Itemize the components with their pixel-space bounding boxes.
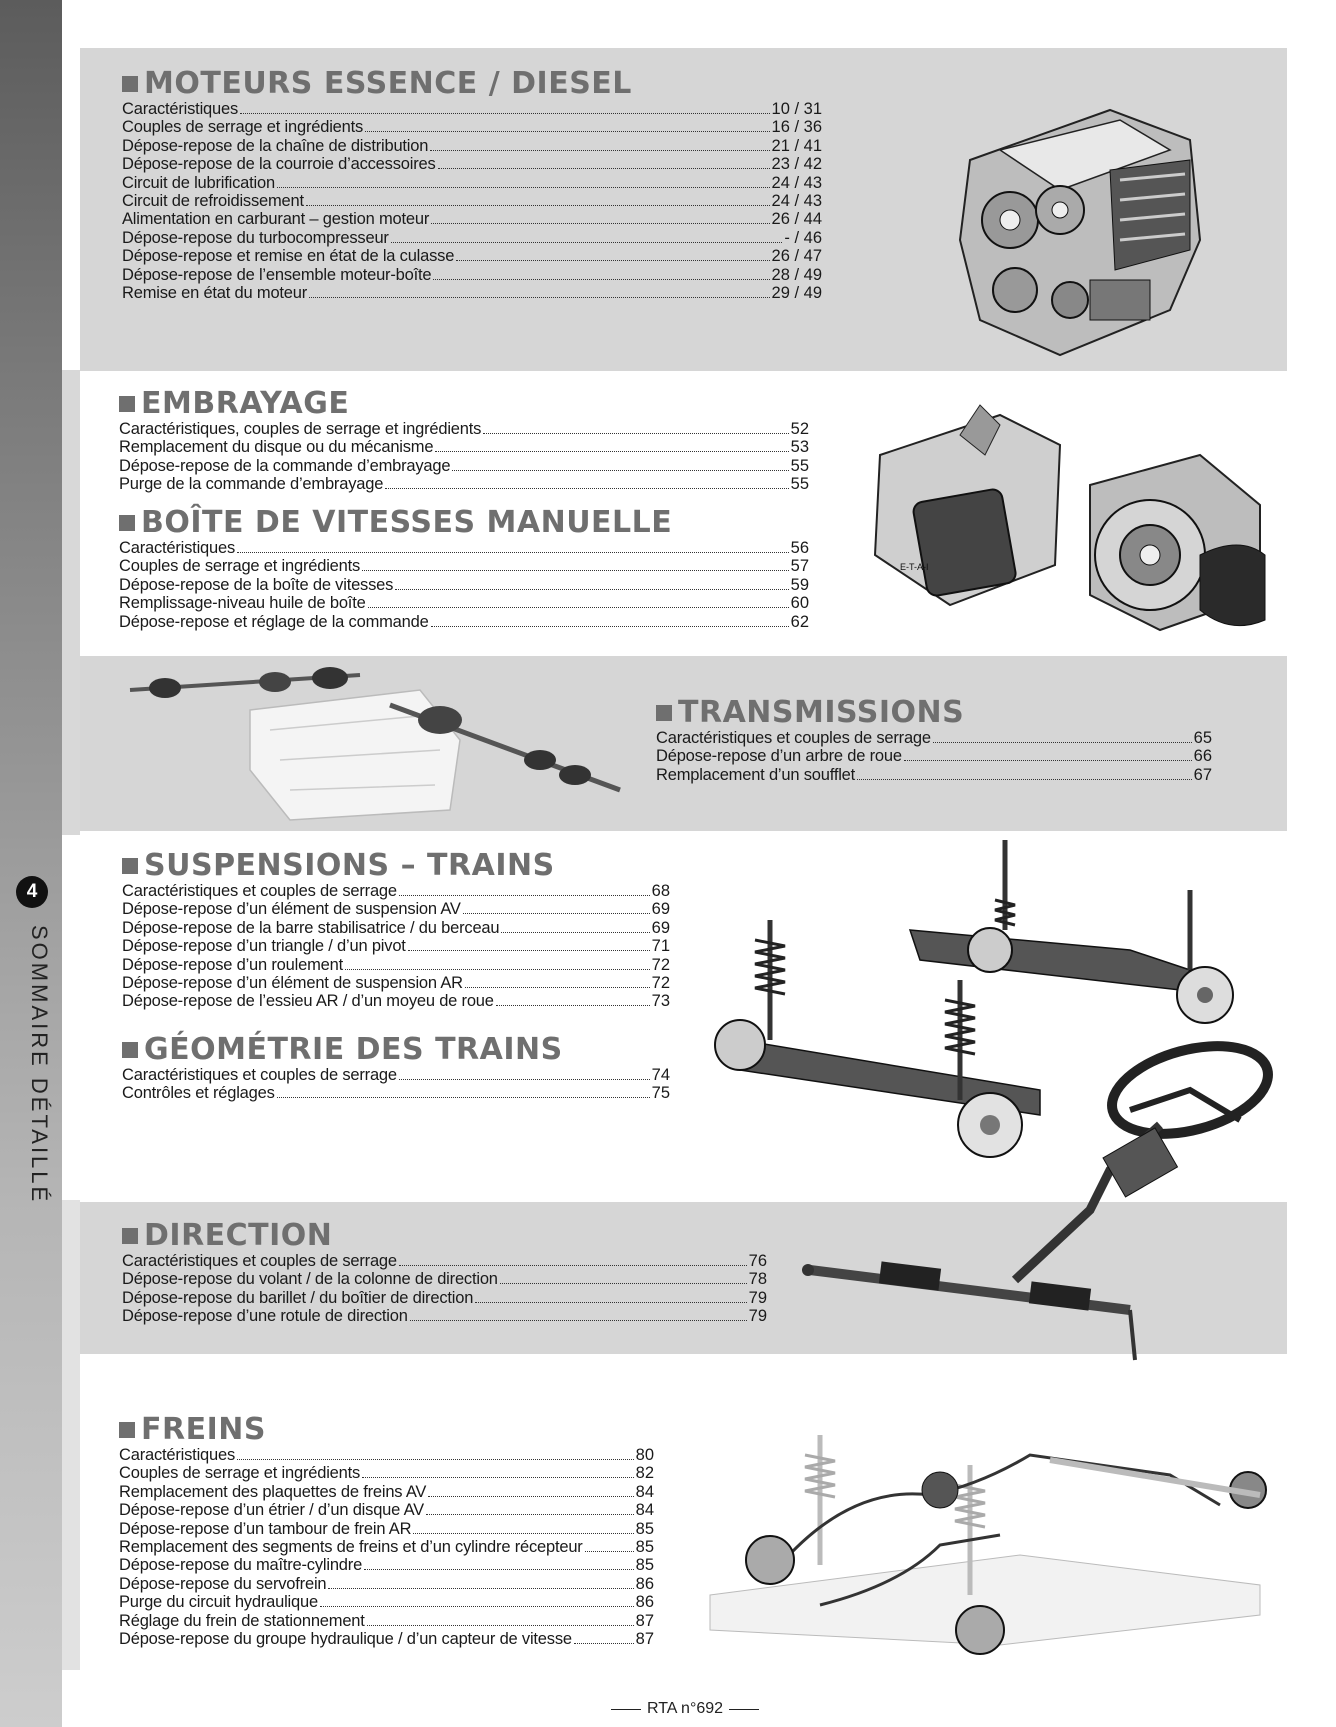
toc-item — [122, 1084, 670, 1102]
toc-item — [119, 1501, 654, 1519]
toc-item-label: Dépose-repose de l’ensemble moteur-boîte — [122, 265, 432, 284]
section-title: FREINS — [119, 1414, 654, 1446]
section-title: EMBRAYAGE — [119, 388, 809, 420]
steering-illustration — [800, 1030, 1280, 1380]
dot-leader — [463, 913, 650, 914]
toc-item — [122, 137, 822, 155]
toc-item-label: Dépose-repose de la boîte de vitesses — [119, 575, 394, 594]
footer-rule — [611, 1709, 641, 1710]
section-title: SUSPENSIONS – TRAINS — [122, 850, 670, 882]
toc-item — [119, 1612, 654, 1630]
toc-item-label: Dépose-repose de la barre stabilisatrice / du berceau — [122, 918, 500, 937]
toc-item-label: Dépose-repose d’un roulement — [122, 955, 343, 974]
toc-item-label: Dépose-repose du volant / de la colonne de direction — [122, 1270, 498, 1289]
toc-item-page: 75 — [651, 1084, 670, 1103]
dot-leader — [399, 1079, 650, 1080]
dot-leader — [456, 260, 769, 261]
toc-item — [122, 1270, 767, 1288]
toc-item-page: 10 / 31 — [771, 100, 822, 118]
toc-list — [119, 539, 809, 631]
dot-leader — [362, 1477, 634, 1478]
dot-leader — [426, 1514, 634, 1515]
toc-item-label: Circuit de lubrification — [122, 173, 275, 192]
toc-item-label: Dépose-repose du maître-cylindre — [119, 1556, 363, 1575]
toc-item-page: 87 — [635, 1611, 654, 1630]
toc-item — [122, 1252, 767, 1270]
toc-item-label: Dépose-repose de la commande d’embrayage — [119, 456, 451, 475]
toc-item-page: 26 / 47 — [771, 247, 822, 266]
toc-item-page: 84 — [635, 1501, 654, 1520]
toc-item — [119, 1446, 654, 1464]
toc-item-page: 72 — [651, 955, 670, 974]
toc-item-page: 68 — [651, 882, 670, 900]
toc-item-page: 21 / 41 — [771, 136, 822, 155]
dot-leader — [368, 607, 789, 608]
dot-leader — [328, 1588, 633, 1589]
dot-leader — [433, 279, 769, 280]
toc-item — [122, 284, 822, 302]
toc-item — [119, 1575, 654, 1593]
dot-leader — [585, 1551, 634, 1552]
credit-label: E-T-A-I — [900, 562, 929, 572]
toc-item-page: 69 — [651, 918, 670, 937]
toc-item — [122, 974, 670, 992]
brakes-illustration — [700, 1415, 1280, 1665]
toc-item — [122, 919, 670, 937]
toc-item-page: 86 — [635, 1574, 654, 1593]
dot-leader — [431, 626, 789, 627]
toc-item — [122, 174, 822, 192]
dot-leader — [483, 433, 788, 434]
toc-item-label: Remplacement du disque ou du mécanisme — [119, 438, 434, 457]
dot-leader — [435, 451, 788, 452]
toc-item-page: 53 — [790, 438, 809, 457]
dot-leader — [367, 1625, 634, 1626]
footer-reference: RTA n°692 — [646, 1700, 724, 1717]
section-title: BOÎTE DE VITESSES MANUELLE — [119, 507, 809, 539]
toc-item-label: Purge de la commande d’embrayage — [119, 475, 384, 494]
dot-leader — [574, 1643, 634, 1644]
toc-item-label: Dépose-repose d’un arbre de roue — [656, 747, 902, 766]
toc-item-page: 56 — [790, 539, 809, 557]
toc-item-label: Contrôles et réglages — [122, 1084, 275, 1103]
toc-item — [119, 1556, 654, 1574]
toc-item-label: Remplissage-niveau huile de boîte — [119, 594, 366, 613]
toc-item — [122, 118, 822, 136]
toc-item-label: Dépose-repose du turbocompresseur — [122, 228, 389, 247]
dot-leader — [465, 987, 650, 988]
dot-leader — [237, 552, 789, 553]
dot-leader — [438, 168, 770, 169]
section-title: TRANSMISSIONS — [656, 697, 1212, 729]
toc-item-label: Caractéristiques — [119, 1446, 236, 1464]
toc-item-label: Dépose-repose d’un tambour de frein AR — [119, 1519, 412, 1538]
toc-item-label: Caractéristiques et couples de serrage — [122, 1066, 397, 1084]
dot-leader — [391, 242, 783, 243]
section-title: MOTEURS ESSENCE / DIESEL — [122, 68, 822, 100]
dot-leader — [345, 969, 650, 970]
toc-item-label: Caractéristiques — [122, 100, 239, 118]
toc-item-label: Dépose-repose d’une rotule de direction — [122, 1307, 408, 1326]
section-freins — [119, 1414, 654, 1648]
toc-item-page: 16 / 36 — [771, 118, 822, 137]
toc-item — [119, 1464, 654, 1482]
toc-list — [122, 1066, 670, 1103]
toc-list — [656, 729, 1212, 784]
dot-leader — [933, 742, 1192, 743]
toc-item-page: 55 — [790, 475, 809, 494]
toc-item-label: Purge du circuit hydraulique — [119, 1593, 318, 1612]
toc-item — [122, 192, 822, 210]
toc-list — [122, 100, 822, 302]
toc-list — [119, 420, 809, 494]
dot-leader — [306, 205, 770, 206]
toc-item — [122, 266, 822, 284]
toc-item-page: 28 / 49 — [771, 265, 822, 284]
toc-item — [122, 900, 670, 918]
toc-item-page: 74 — [651, 1066, 670, 1084]
toc-item-page: 29 / 49 — [771, 283, 822, 302]
toc-item-page: 73 — [651, 992, 670, 1011]
toc-item — [656, 766, 1212, 784]
dot-leader — [904, 760, 1192, 761]
toc-item-page: 85 — [635, 1537, 654, 1556]
dot-leader — [410, 1320, 747, 1321]
toc-item-page: 59 — [790, 575, 809, 594]
toc-item — [122, 1289, 767, 1307]
toc-item — [119, 1630, 654, 1648]
toc-item-label: Dépose-repose d’un élément de suspension AV — [122, 900, 461, 919]
toc-item-label: Dépose-repose de la chaîne de distribution — [122, 136, 429, 155]
toc-item — [122, 882, 670, 900]
toc-item-page: 52 — [790, 420, 809, 438]
toc-item — [656, 729, 1212, 747]
toc-item — [122, 1307, 767, 1325]
toc-item-page: 23 / 42 — [771, 155, 822, 174]
toc-item-page: 67 — [1193, 765, 1212, 784]
toc-item — [122, 210, 822, 228]
dot-leader — [452, 470, 788, 471]
side-title: SOMMAIRE DÉTAILLÉ — [27, 925, 52, 1205]
section-embrayage — [119, 388, 809, 494]
dot-leader — [365, 131, 769, 132]
toc-item-label: Remise en état du moteur — [122, 283, 308, 302]
toc-item-label: Caractéristiques — [119, 539, 236, 557]
toc-item — [119, 557, 809, 575]
toc-item-label: Dépose-repose de l’essieu AR / d’un moyeu de roue — [122, 992, 494, 1011]
toc-item-page: 60 — [790, 594, 809, 613]
toc-item-page: 24 / 43 — [771, 173, 822, 192]
toc-item-page: 76 — [748, 1252, 767, 1270]
toc-item-page: 26 / 44 — [771, 210, 822, 229]
side-strip — [0, 0, 62, 1727]
toc-item-label: Couples de serrage et ingrédients — [122, 118, 364, 137]
toc-item-page: 66 — [1193, 747, 1212, 766]
toc-item-label: Caractéristiques et couples de serrage — [656, 729, 931, 747]
toc-item-label: Circuit de refroidissement — [122, 191, 304, 210]
toc-item-label: Dépose-repose de la courroie d’accessoires — [122, 155, 436, 174]
footer-rule — [729, 1709, 759, 1710]
section-title: GÉOMÉTRIE DES TRAINS — [122, 1034, 670, 1066]
toc-item-page: 84 — [635, 1482, 654, 1501]
toc-item-label: Dépose-repose d’un élément de suspension AR — [122, 973, 463, 992]
dot-leader — [408, 950, 650, 951]
toc-item — [119, 594, 809, 612]
section-suspensions — [122, 850, 670, 1011]
toc-item-label: Caractéristiques, couples de serrage et ingrédients — [119, 420, 482, 438]
toc-item — [119, 613, 809, 631]
dot-leader — [277, 187, 770, 188]
dot-leader — [309, 297, 769, 298]
gearbox-illustration — [860, 395, 1280, 640]
footer — [600, 1700, 770, 1718]
strip-accent — [62, 370, 80, 835]
dot-leader — [364, 1569, 634, 1570]
page-number-badge: 4 — [16, 876, 48, 908]
section-title: DIRECTION — [122, 1220, 767, 1252]
toc-item — [119, 576, 809, 594]
dot-leader — [428, 1496, 633, 1497]
section-direction — [122, 1220, 767, 1326]
toc-item-label: Dépose-repose d’un étrier / d’un disque AV — [119, 1501, 424, 1520]
toc-item-label: Remplacement des plaquettes de freins AV — [119, 1482, 427, 1501]
toc-item — [119, 475, 809, 493]
toc-item-label: Remplacement d’un soufflet — [656, 765, 856, 784]
toc-item-page: 82 — [635, 1464, 654, 1483]
dot-leader — [430, 150, 769, 151]
toc-item-page: 55 — [790, 456, 809, 475]
dot-leader — [240, 113, 770, 114]
toc-list — [122, 882, 670, 1011]
dot-leader — [475, 1302, 746, 1303]
toc-item-page: 79 — [748, 1288, 767, 1307]
dot-leader — [399, 1265, 747, 1266]
toc-item-page: 62 — [790, 612, 809, 631]
toc-item-page: 79 — [748, 1307, 767, 1326]
toc-item — [119, 420, 809, 438]
toc-item-label: Réglage du frein de stationnement — [119, 1611, 365, 1630]
toc-item-page: 86 — [635, 1593, 654, 1612]
toc-item — [122, 155, 822, 173]
dot-leader — [385, 488, 788, 489]
engine-illustration — [940, 90, 1220, 370]
toc-item-label: Couples de serrage et ingrédients — [119, 557, 361, 576]
toc-item-page: 24 / 43 — [771, 191, 822, 210]
toc-item — [656, 747, 1212, 765]
toc-item-label: Dépose-repose du groupe hydraulique / d’un capteur de vitesse — [119, 1629, 572, 1648]
dot-leader — [320, 1606, 634, 1607]
dot-leader — [496, 1005, 650, 1006]
toc-list — [122, 1252, 767, 1326]
dot-leader — [395, 589, 788, 590]
toc-item-page: 85 — [635, 1556, 654, 1575]
toc-item-label: Dépose-repose et réglage de la commande — [119, 612, 429, 631]
dot-leader — [857, 779, 1192, 780]
strip-accent — [62, 1200, 80, 1670]
dot-leader — [277, 1097, 650, 1098]
toc-item — [119, 1593, 654, 1611]
toc-list — [119, 1446, 654, 1648]
dot-leader — [501, 932, 649, 933]
toc-item — [122, 1066, 670, 1084]
toc-item-label: Dépose-repose et remise en état de la culasse — [122, 247, 455, 266]
dot-leader — [500, 1283, 747, 1284]
toc-item — [122, 229, 822, 247]
toc-item — [119, 457, 809, 475]
toc-item-page: 78 — [748, 1270, 767, 1289]
toc-item — [119, 438, 809, 456]
toc-item-page: 57 — [790, 557, 809, 576]
toc-item-label: Caractéristiques et couples de serrage — [122, 882, 397, 900]
dot-leader — [431, 223, 769, 224]
toc-item-label: Dépose-repose d’un triangle / d’un pivot — [122, 937, 406, 956]
toc-item-page: 69 — [651, 900, 670, 919]
toc-item — [119, 1538, 654, 1556]
toc-item-label: Alimentation en carburant – gestion moteur — [122, 210, 430, 229]
section-geometrie — [122, 1034, 670, 1103]
dot-leader — [399, 895, 650, 896]
driveshaft-illustration — [120, 660, 640, 830]
toc-item — [119, 1483, 654, 1501]
toc-item-label: Caractéristiques et couples de serrage — [122, 1252, 397, 1270]
toc-item — [122, 992, 670, 1010]
section-moteurs — [122, 68, 822, 302]
toc-item-label: Remplacement des segments de freins et d’un cylindre récepteur — [119, 1537, 583, 1556]
toc-item-label: Couples de serrage et ingrédients — [119, 1464, 361, 1483]
dot-leader — [237, 1459, 634, 1460]
toc-item — [122, 937, 670, 955]
dot-leader — [413, 1533, 633, 1534]
toc-item-page: 65 — [1193, 729, 1212, 747]
toc-item — [119, 1520, 654, 1538]
toc-item-label: Dépose-repose du barillet / du boîtier de direction — [122, 1288, 474, 1307]
section-boite — [119, 507, 809, 631]
toc-item — [122, 956, 670, 974]
toc-item-page: - / 46 — [784, 228, 822, 247]
toc-item-page: 85 — [635, 1519, 654, 1538]
toc-item-page: 72 — [651, 973, 670, 992]
section-transmissions — [656, 697, 1212, 784]
toc-item — [119, 539, 809, 557]
toc-item-page: 71 — [651, 937, 670, 956]
dot-leader — [362, 570, 789, 571]
toc-item-page: 80 — [635, 1446, 654, 1464]
toc-item-page: 87 — [635, 1629, 654, 1648]
toc-item — [122, 247, 822, 265]
toc-item-label: Dépose-repose du servofrein — [119, 1574, 327, 1593]
toc-item — [122, 100, 822, 118]
